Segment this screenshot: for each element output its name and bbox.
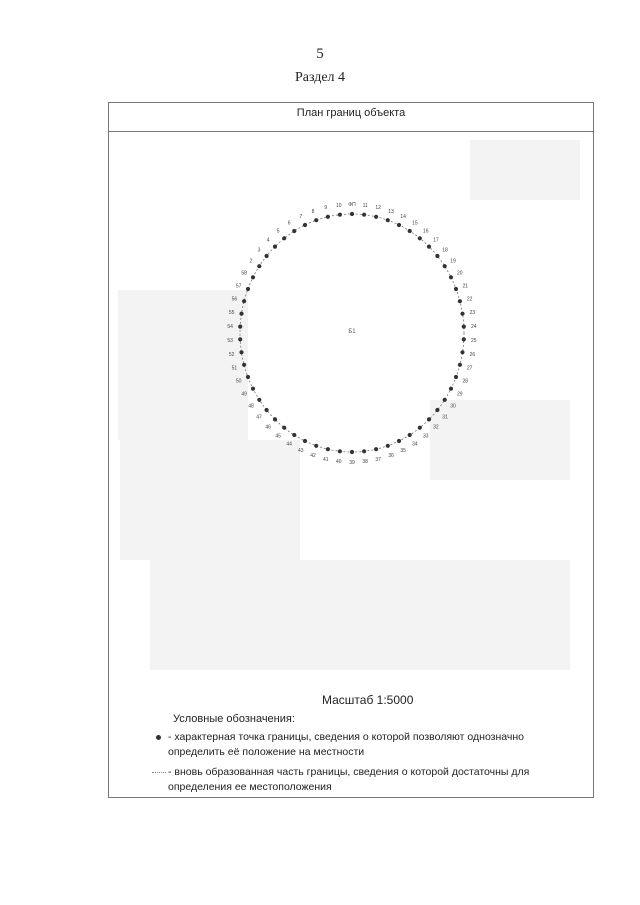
boundary-point (435, 408, 439, 412)
boundary-point (362, 213, 366, 217)
boundary-point (251, 275, 255, 279)
scale-label: Масштаб 1:5000 (322, 693, 414, 707)
boundary-point (460, 312, 464, 316)
point-label: 10 (336, 202, 342, 209)
point-label: 12 (375, 205, 381, 211)
point-label: 23 (469, 310, 476, 317)
boundary-point (427, 417, 431, 421)
boundary-point (386, 444, 390, 448)
point-label: 15 (412, 220, 418, 227)
point-label: 44 (286, 441, 292, 448)
boundary-point (338, 449, 342, 453)
boundary-point (292, 433, 296, 437)
boundary-point (462, 325, 466, 329)
boundary-point (265, 408, 269, 412)
point-label: 31 (442, 414, 448, 421)
point-label: 4 (266, 237, 270, 244)
point-label: 26 (469, 351, 476, 358)
boundary-point (251, 387, 255, 391)
boundary-point (418, 236, 422, 240)
boundary-point (257, 398, 261, 402)
boundary-point (418, 426, 422, 430)
point-label: 3 (257, 247, 261, 254)
boundary-point (326, 215, 330, 219)
point-label: 24 (471, 324, 477, 330)
point-label: 53 (227, 338, 233, 344)
point-label: ФП (348, 202, 356, 208)
point-label: 13 (388, 208, 394, 215)
background-texture (430, 400, 570, 480)
boundary-point (374, 215, 378, 219)
point-label: 29 (457, 391, 463, 398)
point-label: 30 (450, 403, 456, 410)
boundary-point (265, 254, 269, 258)
boundary-point (257, 264, 261, 268)
point-label: 46 (265, 424, 271, 431)
boundary-point (273, 245, 277, 249)
boundary-point (408, 433, 412, 437)
boundary-point (397, 439, 401, 443)
boundary-point (303, 439, 307, 443)
point-label: 51 (231, 365, 238, 372)
boundary-point (362, 449, 366, 453)
boundary-point (435, 254, 439, 258)
boundary-point (449, 275, 453, 279)
point-label: 19 (450, 258, 456, 265)
boundary-point (303, 223, 307, 227)
boundary-point (397, 223, 401, 227)
boundary-point (374, 447, 378, 451)
legend-item-boundary-line1: - вновь образованная часть границы, сведения о которой достаточны для (168, 766, 530, 778)
point-label: 47 (256, 414, 262, 421)
boundary-point (408, 229, 412, 233)
background-texture (150, 560, 570, 670)
boundary-point (462, 337, 466, 341)
boundary-point (427, 245, 431, 249)
boundary-point (246, 375, 250, 379)
boundary-point (242, 299, 246, 303)
boundary-point (238, 325, 242, 329)
boundary-point (238, 337, 242, 341)
center-label: Б1 (348, 329, 356, 335)
boundary-point (454, 287, 458, 291)
point-label: 21 (462, 283, 469, 290)
point-label: 42 (310, 453, 316, 460)
point-label: 20 (457, 270, 463, 277)
point-label: 25 (471, 338, 477, 344)
point-label: 18 (442, 247, 448, 254)
point-label: 45 (275, 433, 281, 440)
dotted-line-icon (152, 772, 166, 773)
boundary-point (239, 350, 243, 354)
point-label: 54 (227, 324, 233, 330)
point-label: 33 (423, 433, 429, 440)
section-title: Раздел 4 (294, 70, 346, 85)
point-label: 11 (362, 202, 368, 209)
boundary-point (326, 447, 330, 451)
legend-item-boundary (168, 765, 529, 795)
point-label: 56 (231, 296, 238, 303)
background-texture (120, 440, 300, 560)
point-label: 36 (388, 453, 394, 460)
legend-item-boundary-line2: определения ее местоположения (168, 781, 332, 793)
point-label: 49 (241, 391, 247, 398)
boundary-point (282, 236, 286, 240)
point-label: 41 (323, 457, 329, 463)
legend-item-point-line2: определить её положение на местности (168, 746, 365, 758)
boundary-point (314, 444, 318, 448)
point-label: 17 (433, 237, 439, 244)
boundary-point (314, 218, 318, 222)
point-label: 48 (248, 403, 254, 410)
point-label: 32 (433, 424, 439, 431)
point-label: 52 (228, 351, 235, 358)
point-label: 22 (466, 296, 473, 303)
point-label: 37 (375, 457, 381, 463)
point-label: 50 (235, 378, 242, 385)
background-texture (470, 140, 580, 200)
page-number: 5 (316, 46, 324, 62)
legend-item-point-line1: - характерная точка границы, сведения о которой позволяют однозначно (168, 731, 524, 743)
point-label: 5 (276, 228, 280, 235)
boundary-point (458, 299, 462, 303)
point-label: 8 (311, 208, 315, 215)
boundary-point (292, 229, 296, 233)
boundary-point (350, 212, 354, 216)
boundary-point (350, 450, 354, 454)
boundary-point (443, 398, 447, 402)
frame-header: План границ объекта (109, 103, 593, 132)
point-label: 9 (324, 205, 328, 211)
point-label: 16 (423, 228, 429, 235)
point-label: 38 (362, 459, 368, 466)
point-label: 57 (235, 283, 242, 290)
legend-item-point (168, 730, 524, 760)
boundary-point (386, 218, 390, 222)
boundary-point (239, 312, 243, 316)
legend-title: Условные обозначения: (173, 713, 295, 725)
point-label: 27 (466, 365, 473, 372)
boundary-point (460, 350, 464, 354)
point-label: 58 (241, 270, 247, 277)
boundary-point (338, 213, 342, 217)
boundary-point (282, 426, 286, 430)
point-label: 43 (298, 448, 304, 455)
point-label: 2 (249, 258, 253, 265)
boundary-point (273, 417, 277, 421)
point-label: 14 (400, 213, 406, 220)
point-label: 28 (462, 378, 469, 385)
point-marker-icon (156, 735, 161, 740)
point-label: 7 (299, 213, 303, 220)
point-label: 35 (400, 448, 406, 455)
boundary-point (458, 363, 462, 367)
boundary-point (242, 363, 246, 367)
point-label: 34 (412, 441, 418, 448)
point-label: 40 (336, 459, 342, 466)
boundary-point (246, 287, 250, 291)
boundary-point (454, 375, 458, 379)
boundary-point (443, 264, 447, 268)
boundary-point (449, 387, 453, 391)
point-label: 6 (287, 220, 291, 227)
point-label: 55 (228, 310, 235, 317)
point-label: 39 (349, 460, 355, 466)
